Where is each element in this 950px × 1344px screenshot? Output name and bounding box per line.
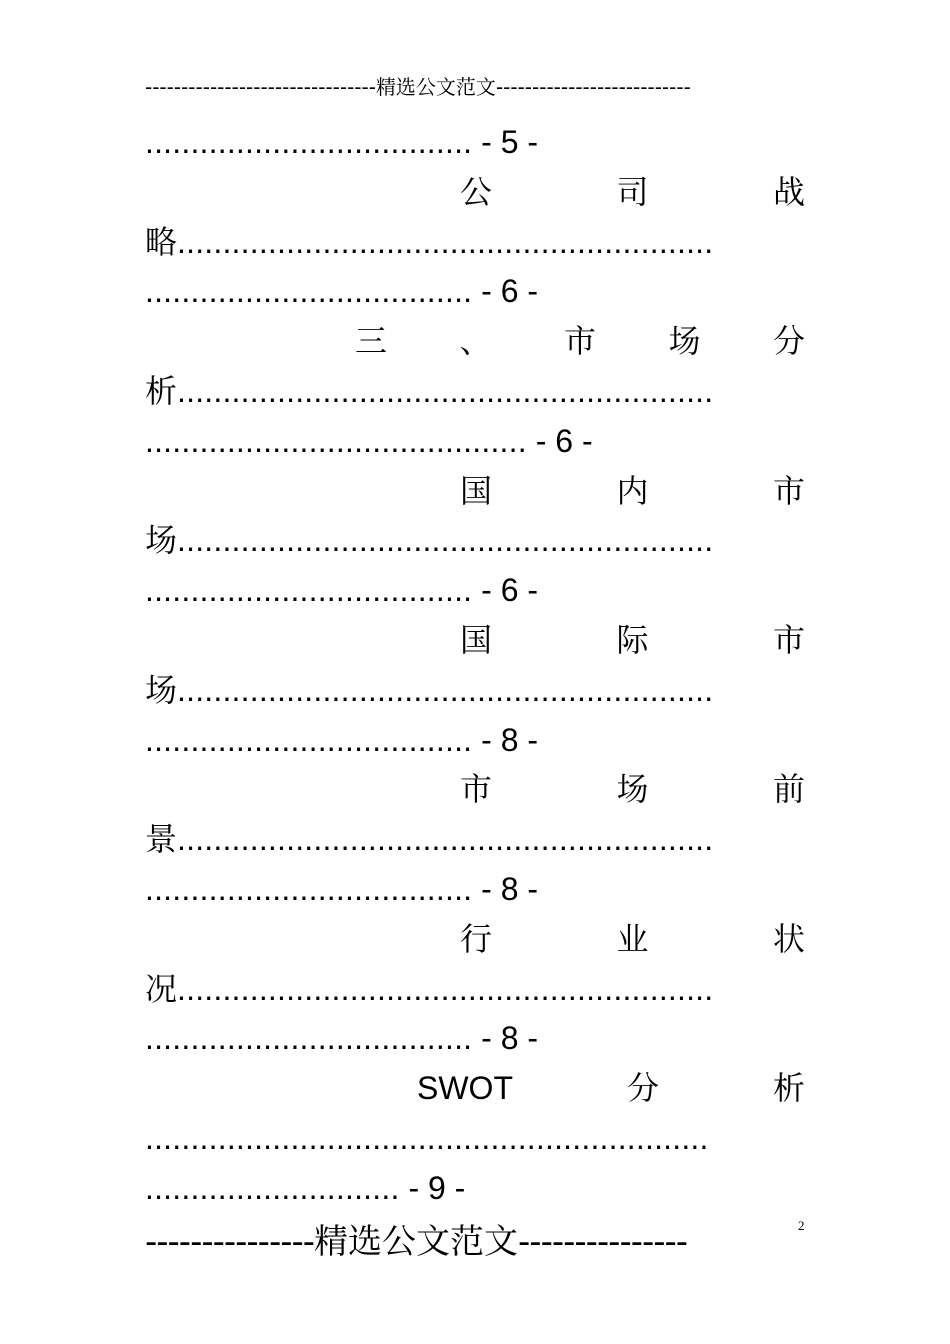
footer-title: 精选公文范文 (314, 1222, 519, 1262)
toc-line: .................................... - 8 - (145, 1020, 539, 1057)
toc-page-number: - 6 - (526, 422, 593, 459)
toc-line: .................................... - 6 - (145, 572, 539, 609)
toc-page-number: - 6 - (472, 572, 539, 609)
toc-entry-heading: 行 业 状 (460, 919, 805, 958)
header-dashes-right: --------------------------- (495, 75, 691, 99)
toc-entry-heading: 市 场 前 (460, 770, 805, 809)
toc-line: 场........................................................... (145, 670, 714, 709)
toc-line: 场........................................................... (145, 521, 714, 560)
toc-line: 况........................................................... (145, 969, 714, 1008)
footer-dashes-right: --------------- (518, 1222, 688, 1262)
toc-line: 略........................................................... (145, 222, 714, 261)
toc-entry-heading: 三 、 市 场 分 (355, 322, 805, 361)
table-of-contents (145, 118, 805, 1214)
toc-entry-heading: 国 际 市 (460, 620, 805, 659)
toc-page-number: - 5 - (472, 124, 539, 160)
page-header (145, 72, 805, 102)
toc-page-number: - 8 - (472, 870, 539, 907)
toc-line: 景........................................................... (145, 820, 714, 859)
toc-page-number: - 9 - (399, 1169, 466, 1206)
page-number: 2 (798, 1218, 805, 1233)
toc-line: .................................... - 5 - (145, 124, 539, 160)
toc-page-number: - 8 - (472, 721, 539, 758)
toc-line: .................................... - 6 - (145, 273, 539, 310)
toc-page-number: - 8 - (472, 1020, 539, 1057)
page-footer (145, 1220, 785, 1264)
header-title: 精选公文范文 (375, 75, 496, 99)
toc-page-number: - 6 - (472, 273, 539, 310)
toc-line: .................................... - 8 - (145, 721, 539, 758)
toc-entry-heading: 公 司 战 (460, 172, 805, 211)
toc-line: ............................ - 9 - (145, 1169, 466, 1206)
toc-line: .................................... - 8 - (145, 870, 539, 907)
header-dashes-left: -------------------------------- (145, 75, 376, 99)
toc-entry-heading: SWOT 分 析 (417, 1069, 805, 1108)
toc-line: 析........................................................... (145, 371, 714, 410)
footer-dashes-left: --------------- (145, 1222, 315, 1262)
toc-entry-heading: 国 内 市 (460, 471, 805, 510)
toc-line: .......................................... - 6 - (145, 422, 593, 459)
toc-line: .............................................................. (145, 1119, 709, 1156)
